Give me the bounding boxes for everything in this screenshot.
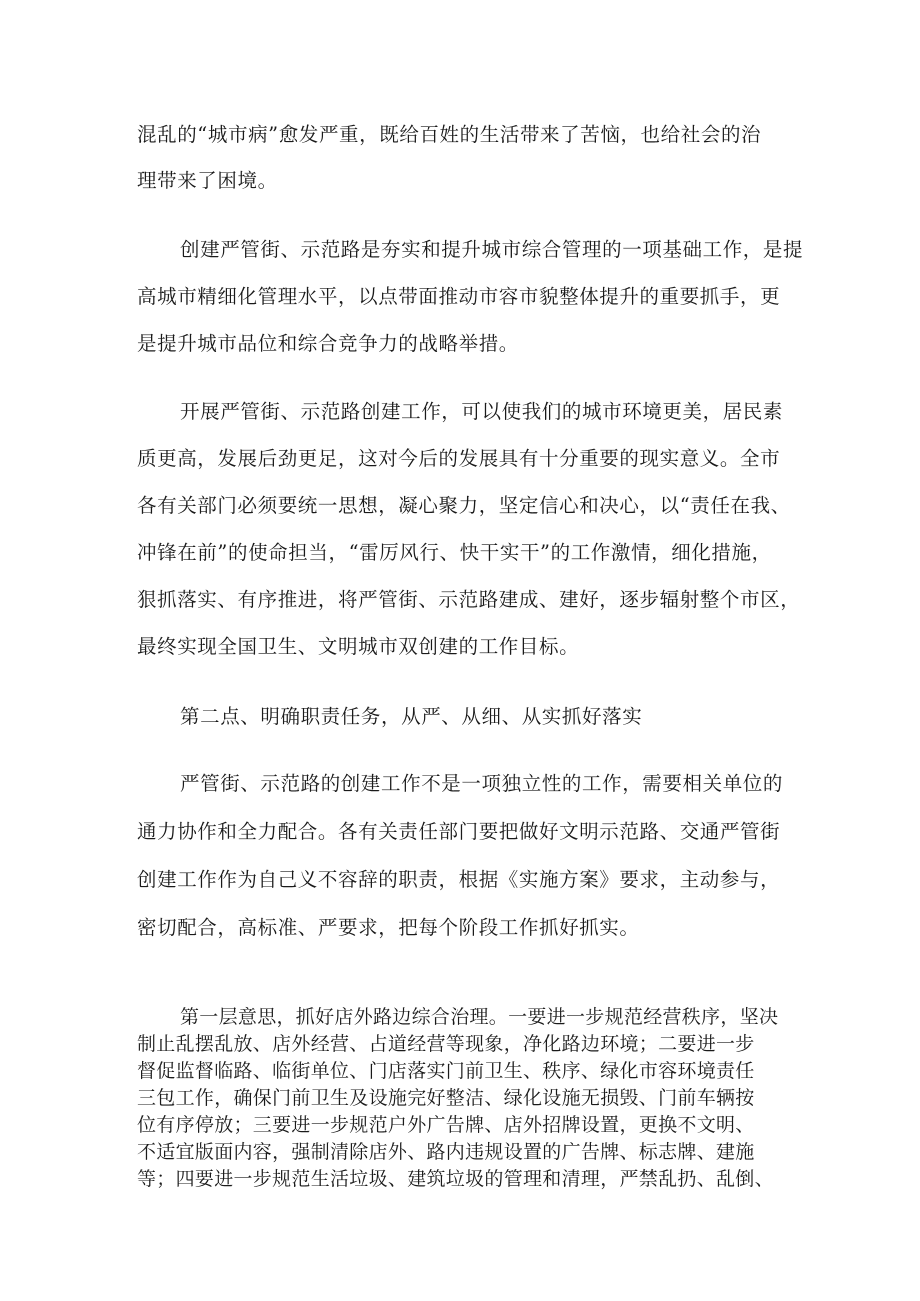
text-line: 创建严管街、示范路是夯实和提升城市综合管理的一项基础工作，是提: [180, 238, 804, 261]
text-line: 严管街、示范路的创建工作不是一项独立性的工作，需要相关单位的: [180, 772, 784, 795]
section-heading: 第二点、明确职责任务，从严、从细、从实抓好落实: [180, 705, 643, 728]
text-line: 是提升城市品位和综合竞争力的战略举措。: [137, 332, 519, 355]
text-line: 开展严管街、示范路创建工作，可以使我们的城市环境更美，居民素: [180, 400, 784, 423]
text-line: 混乱的“城市病”愈发严重，既给百姓的生活带来了苦恼，也给社会的治: [137, 123, 762, 146]
text-line: 制止乱摆乱放、店外经营、占道经营等现象，净化路边环境；二要进一步: [137, 1033, 755, 1055]
text-line: 质更高，发展后劲更足，这对今后的发展具有十分重要的现实意义。全市: [137, 447, 781, 470]
text-line: 第一层意思，抓好店外路边综合治理。一要进一步规范经营秩序，坚决: [180, 1006, 779, 1028]
text-line: 各有关部门必须要统一思想，凝心聚力，坚定信心和决心，以“责任在我、: [137, 494, 791, 517]
text-line: 狠抓落实、有序推进，将严管街、示范路建成、建好，逐步辐射整个市区，: [137, 588, 801, 611]
text-line: 等；四要进一步规范生活垃圾、建筑垃圾的管理和清理，严禁乱扔、乱倒、: [137, 1168, 774, 1190]
text-line: 通力协作和全力配合。各有关责任部门要把做好文明示范路、交通严管街: [137, 820, 781, 843]
text-line: 督促监督临路、临街单位、门店落实门前卫生、秩序、绿化市容环境责任: [137, 1060, 755, 1082]
text-line: 创建工作作为自己义不容辞的职责，根据《实施方案》要求，主动参与，: [137, 868, 781, 891]
text-line: 冲锋在前”的使命担当，“雷厉风行、快干实干”的工作激情，细化措施，: [137, 541, 772, 564]
text-line: 不适宜版面内容，强制清除店外、路内违规设置的广告牌、标志牌、建施: [137, 1141, 755, 1163]
text-line: 理带来了困境。: [137, 169, 278, 192]
text-line: 位有序停放；三要进一步规范户外广告牌、店外招牌设置，更换不文明、: [137, 1114, 755, 1136]
text-line: 密切配合，高标准、严要求，把每个阶段工作抓好抓实。: [137, 916, 640, 939]
text-line: 最终实现全国卫生、文明城市双创建的工作目标。: [137, 635, 580, 658]
text-line: 三包工作，确保门前卫生及设施完好整洁、绿化设施无损毁、门前车辆按: [137, 1087, 755, 1109]
text-line: 高城市精细化管理水平，以点带面推动市容市貌整体提升的重要抓手，更: [137, 285, 781, 308]
